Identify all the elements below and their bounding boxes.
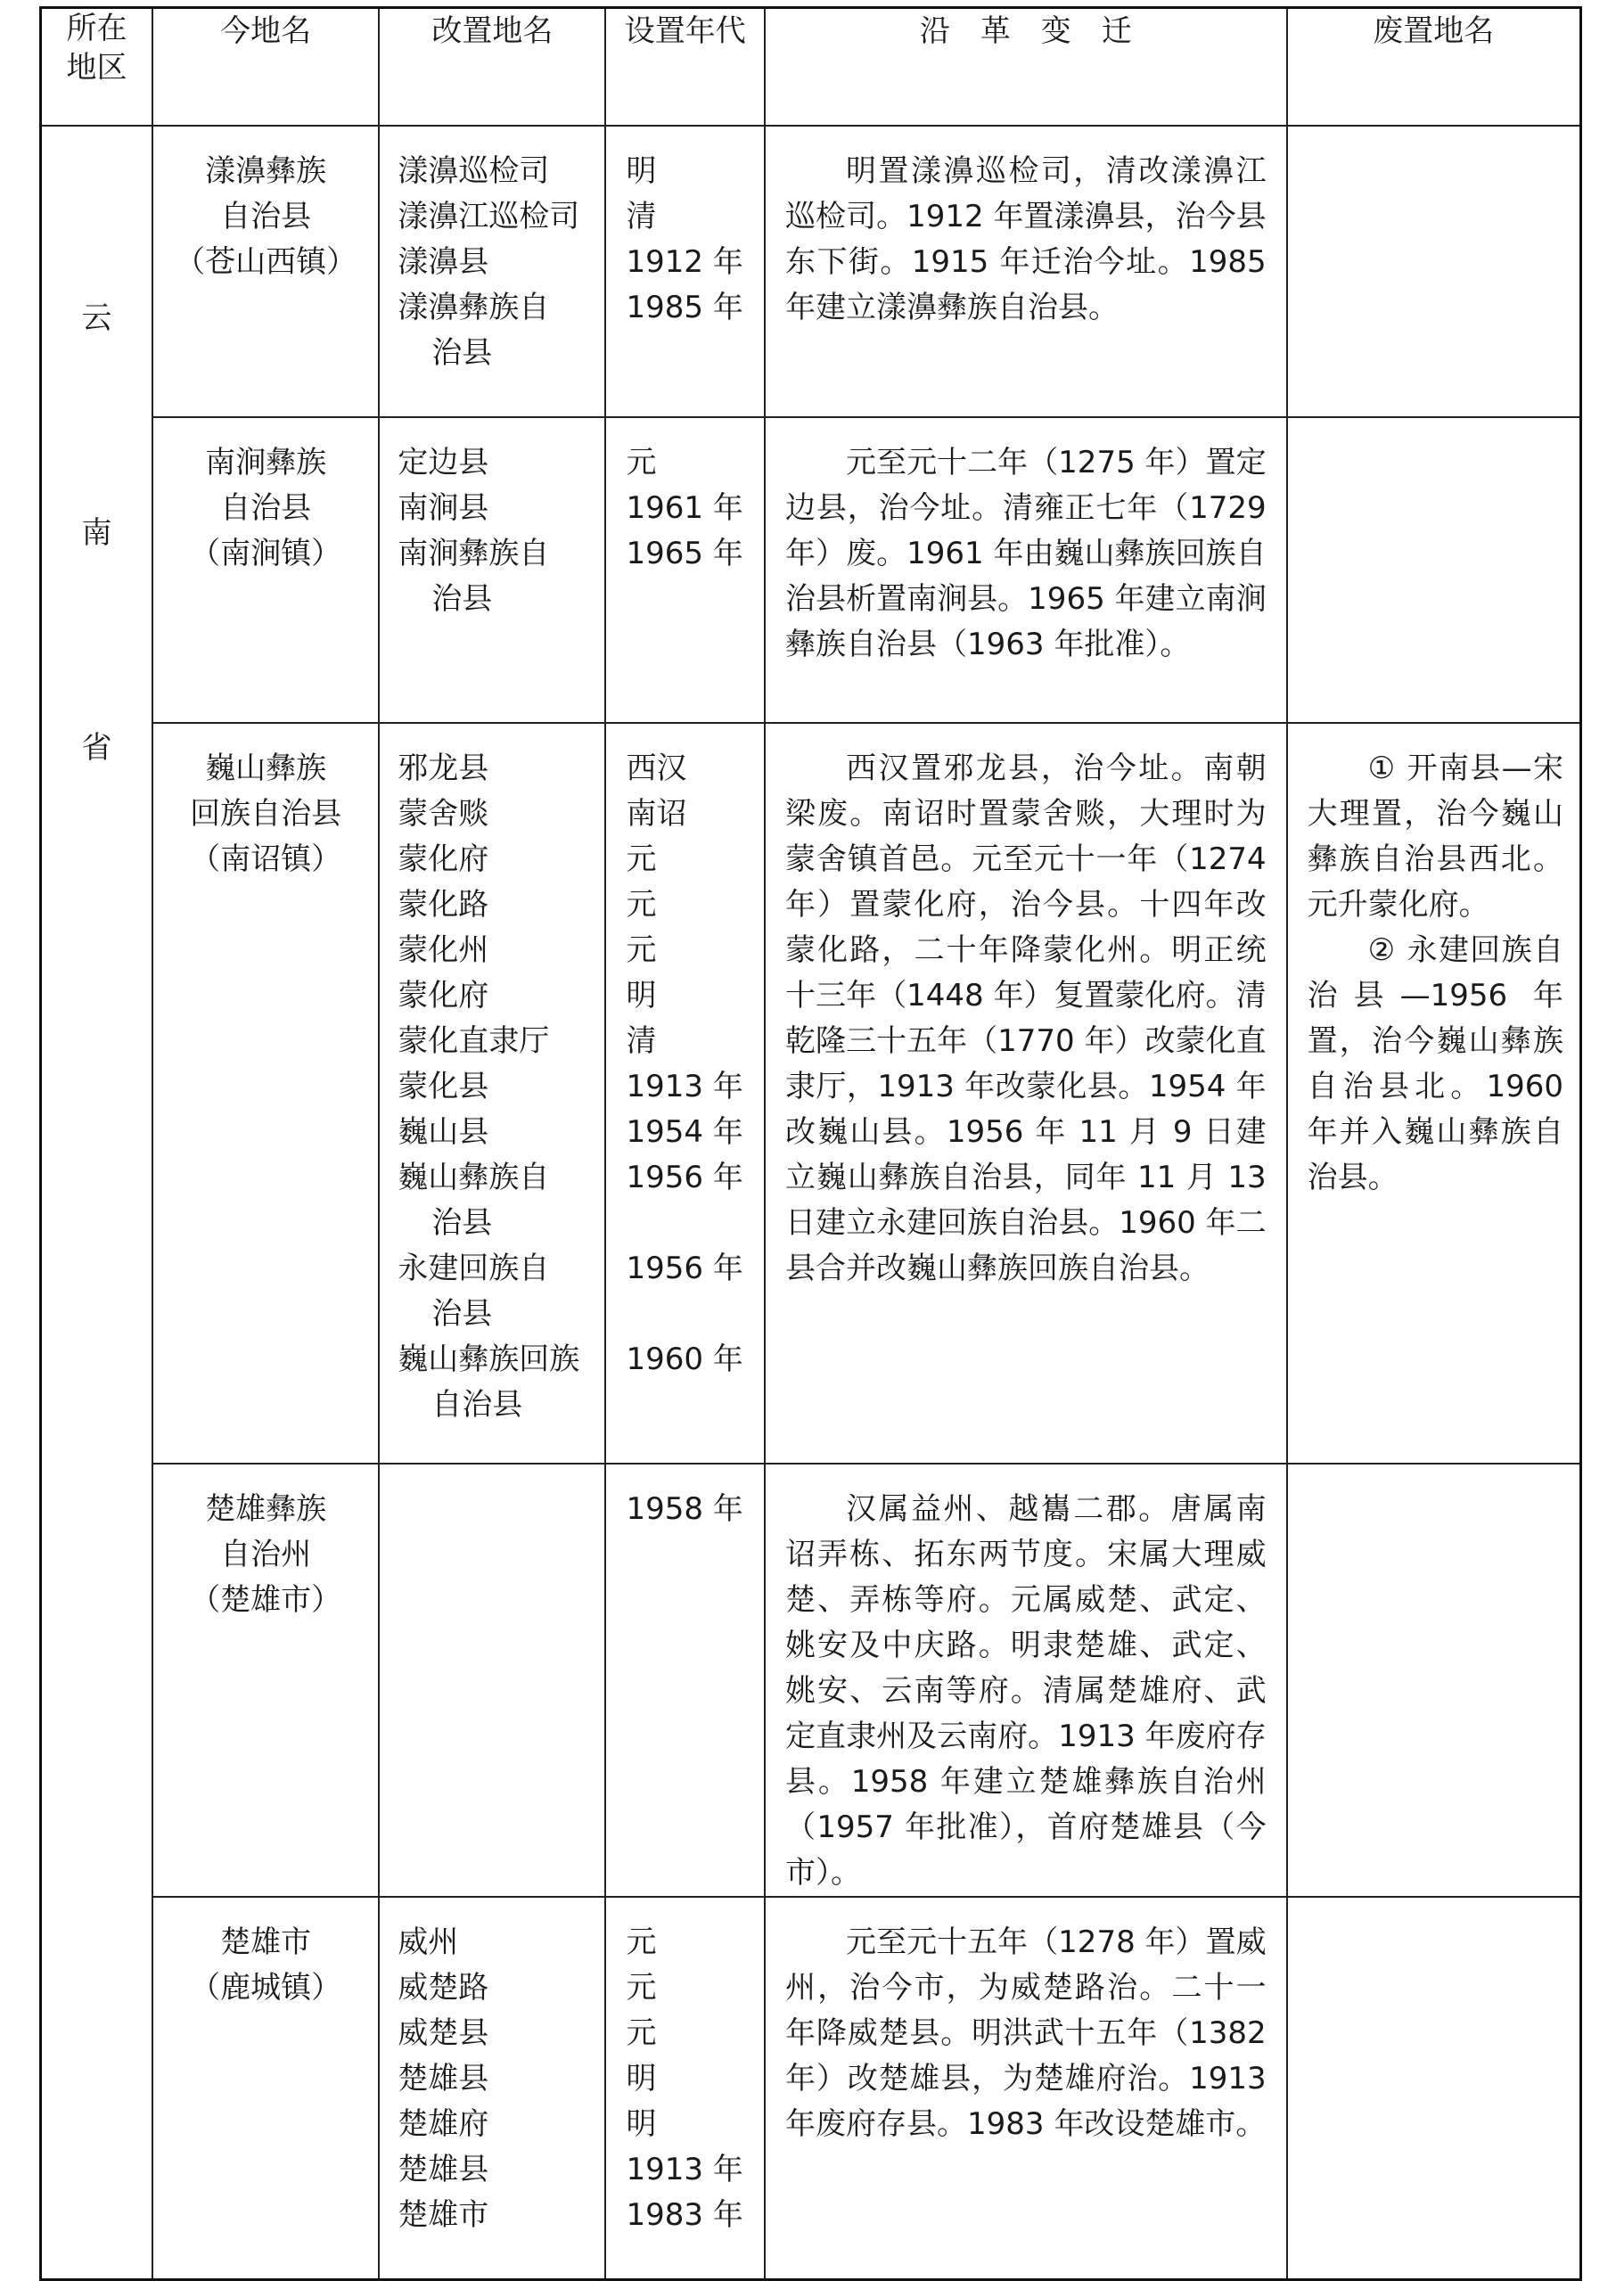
abolished-cell xyxy=(1287,1464,1581,1897)
established-year xyxy=(626,331,759,376)
established-cell xyxy=(605,126,765,417)
changed-name-item: 楚雄县 xyxy=(398,2152,489,2187)
established-year: 元 xyxy=(626,887,657,923)
history-cell xyxy=(765,1897,1287,2280)
changed-name-item: 漾濞彝族自 xyxy=(398,290,550,325)
changed-name-item: 楚雄市 xyxy=(398,2197,489,2233)
changed-names-cell xyxy=(379,723,605,1464)
header-current-name: 今地名 xyxy=(152,8,379,127)
abolished-cell xyxy=(1287,417,1581,723)
changed-name-item: 蒙化府 xyxy=(398,841,489,877)
current-name-line: 巍山彝族 xyxy=(205,751,327,786)
current-name-line: （南涧镇） xyxy=(190,536,342,571)
header-history: 沿 革 变 迁 xyxy=(765,8,1287,127)
current-name-cell xyxy=(152,126,379,417)
table-row xyxy=(41,417,1581,723)
changed-name-item: 蒙化府 xyxy=(398,978,489,1013)
changed-name-item: 巍山县 xyxy=(398,1114,489,1150)
region-char: 省 xyxy=(81,730,112,766)
changed-name-item: 威楚路 xyxy=(398,1970,489,2006)
header-region xyxy=(41,8,153,127)
established-year: 元 xyxy=(626,932,657,968)
abolished-cell xyxy=(1287,126,1581,417)
established-year xyxy=(626,1201,759,1246)
changed-name-item: 邪龙县 xyxy=(398,751,489,786)
history-text: 西汉置邪龙县，治今址。南朝梁废。南诏时置蒙舍赕，大理时为蒙舍镇首邑。元至元十一年（1274 年）置蒙化府，治今县。十四年改蒙化路，二十年降蒙化州。明正统十三年（1448 年）复置蒙化府。清乾隆三十五年（1770 年）改蒙化直隶厅，1913 年改蒙化县。1954 年改巍山县。1956 年 11 月 9 日建立巍山彝族自治县，同年 11 月 13 日建立永建回族自治县。1960 年二县合并改巍山彝族回族自治县。 xyxy=(785,751,1267,1286)
changed-name-item: 蒙舍赕 xyxy=(398,796,489,832)
current-name-cell xyxy=(152,417,379,723)
established-year: 元 xyxy=(626,2015,657,2051)
current-name-line: （苍山西镇） xyxy=(175,244,357,280)
header-row xyxy=(41,8,1581,127)
header-region-line: 所在 xyxy=(66,11,127,46)
changed-names-cell xyxy=(379,417,605,723)
current-name-line: 回族自治县 xyxy=(190,796,342,832)
changed-name-item: 蒙化路 xyxy=(398,887,489,923)
established-year xyxy=(626,1292,759,1337)
changed-name-item: 威楚县 xyxy=(398,2015,489,2051)
established-year: 1958 年 xyxy=(626,1491,743,1527)
current-name-line: （鹿城镇） xyxy=(190,1970,342,2006)
changed-names-cell xyxy=(379,126,605,417)
changed-name-item: 定边县 xyxy=(398,445,489,480)
established-year: 1965 年 xyxy=(626,536,743,571)
header-established: 设置年代 xyxy=(605,8,765,127)
table-row xyxy=(41,1897,1581,2280)
current-name-line: 漾濞彝族 xyxy=(205,153,327,189)
changed-name-item: 巍山彝族自 xyxy=(398,1160,550,1195)
established-year: 1985 年 xyxy=(626,290,743,325)
current-name-line: （楚雄市） xyxy=(190,1582,342,1618)
established-year: 1913 年 xyxy=(626,2152,743,2187)
abolished-entry: ② 永建回族自治县—1956 年置，治今巍山彝族自治县北。1960 年并入巍山彝族自治县。 xyxy=(1307,932,1563,1195)
abolished-entry: ① 开南县—宋大理置，治今巍山彝族自治县西北。元升蒙化府。 xyxy=(1307,751,1563,923)
header-changed-names: 改置地名 xyxy=(379,8,605,127)
established-year: 1956 年 xyxy=(626,1251,743,1286)
changed-name-item: 漾濞江巡检司 xyxy=(398,199,580,234)
established-year: 1956 年 xyxy=(626,1160,743,1195)
established-year: 元 xyxy=(626,445,657,480)
history-text: 元至元十五年（1278 年）置威州，治今市，为威楚路治。二十一年降威楚县。明洪武十五年（1382 年）改楚雄县，为楚雄府治。1913 年废府存县。1983 年改设楚雄市。 xyxy=(785,1924,1267,2142)
established-year xyxy=(626,577,759,622)
established-year: 元 xyxy=(626,1970,657,2006)
history-text: 元至元十二年（1275 年）置定边县，治今址。清雍正七年（1729 年）废。1961 年由巍山彝族回族自治县析置南涧县。1965 年建立南涧彝族自治县（1963 年批准）。 xyxy=(785,445,1267,662)
changed-name-item: 治县 xyxy=(431,1205,493,1241)
history-text: 明置漾濞巡检司，清改漾濞江巡检司。1912 年置漾濞县，治今县东下街。1915 年迁治今址。1985 年建立漾濞彝族自治县。 xyxy=(785,153,1267,325)
changed-names-cell xyxy=(379,1464,605,1897)
table-row xyxy=(41,126,1581,417)
changed-name-item: 蒙化州 xyxy=(398,932,489,968)
changed-name-item: 治县 xyxy=(431,581,493,617)
established-cell xyxy=(605,1464,765,1897)
changed-name-item: 巍山彝族回族 xyxy=(398,1342,580,1377)
changed-name-item: 南涧彝族自 xyxy=(398,536,550,571)
established-year: 1960 年 xyxy=(626,1342,743,1377)
changed-name-item: 治县 xyxy=(431,335,493,371)
established-year: 元 xyxy=(626,1924,657,1960)
changed-name-item: 自治县 xyxy=(431,1387,523,1423)
changed-name-item: 南涧县 xyxy=(398,490,489,526)
established-cell xyxy=(605,723,765,1464)
established-year: 1912 年 xyxy=(626,244,743,280)
abolished-cell xyxy=(1287,1897,1581,2280)
established-cell xyxy=(605,1897,765,2280)
history-cell xyxy=(765,723,1287,1464)
current-name-line: 自治县 xyxy=(220,490,312,526)
header-abolished: 废置地名 xyxy=(1287,8,1581,127)
established-year: 1983 年 xyxy=(626,2197,743,2233)
current-name-line: 楚雄彝族 xyxy=(205,1491,327,1527)
current-name-line: 南涧彝族 xyxy=(205,445,327,480)
established-year: 明 xyxy=(626,978,657,1013)
changed-name-item: 永建回族自 xyxy=(398,1251,550,1286)
established-year: 南诏 xyxy=(626,796,687,832)
current-name-cell xyxy=(152,723,379,1464)
history-cell xyxy=(765,126,1287,417)
history-cell xyxy=(765,1464,1287,1897)
established-year: 1913 年 xyxy=(626,1069,743,1104)
current-name-line: 自治州 xyxy=(220,1537,312,1572)
current-name-line: 楚雄市 xyxy=(220,1924,312,1960)
established-year: 西汉 xyxy=(626,751,687,786)
changed-name-item: 楚雄县 xyxy=(398,2061,489,2096)
changed-name-item: 漾濞县 xyxy=(398,244,489,280)
established-year: 清 xyxy=(626,199,657,234)
changed-names-cell xyxy=(379,1897,605,2280)
current-name-line: 自治县 xyxy=(220,199,312,234)
table-row xyxy=(41,1464,1581,1897)
changed-name-item: 蒙化直隶厅 xyxy=(398,1023,550,1059)
changed-name-item: 楚雄府 xyxy=(398,2106,489,2142)
established-year: 清 xyxy=(626,1023,657,1059)
region-cell xyxy=(41,126,153,2280)
established-cell xyxy=(605,417,765,723)
established-year: 1954 年 xyxy=(626,1114,743,1150)
abolished-cell xyxy=(1287,723,1581,1464)
current-name-line: （南诏镇） xyxy=(190,841,342,877)
established-year: 明 xyxy=(626,153,657,189)
history-cell xyxy=(765,417,1287,723)
history-text: 汉属益州、越巂二郡。唐属南诏弄栋、拓东两节度。宋属大理威楚、弄栋等府。元属威楚、武定、姚安及中庆路。明隶楚雄、武定、姚安、云南等府。清属楚雄府、武定直隶州及云南府。1913 年废府存县。1958 年建立楚雄彝族自治州（1957 年批准），首府楚雄县（今市）。 xyxy=(785,1491,1267,1891)
established-year: 明 xyxy=(626,2106,657,2142)
region-char: 南 xyxy=(81,515,112,551)
changed-name-item: 漾濞巡检司 xyxy=(398,153,550,189)
gazetteer-table xyxy=(39,6,1582,2281)
established-year: 元 xyxy=(626,841,657,877)
current-name-cell xyxy=(152,1897,379,2280)
header-region-line: 地区 xyxy=(66,50,127,86)
changed-name-item: 威州 xyxy=(398,1924,459,1960)
current-name-cell xyxy=(152,1464,379,1897)
table-row xyxy=(41,723,1581,1464)
established-year: 明 xyxy=(626,2061,657,2096)
changed-name-item: 蒙化县 xyxy=(398,1069,489,1104)
changed-name-item: 治县 xyxy=(431,1296,493,1332)
region-char: 云 xyxy=(81,300,112,336)
established-year xyxy=(626,1383,759,1428)
established-year: 1961 年 xyxy=(626,490,743,526)
